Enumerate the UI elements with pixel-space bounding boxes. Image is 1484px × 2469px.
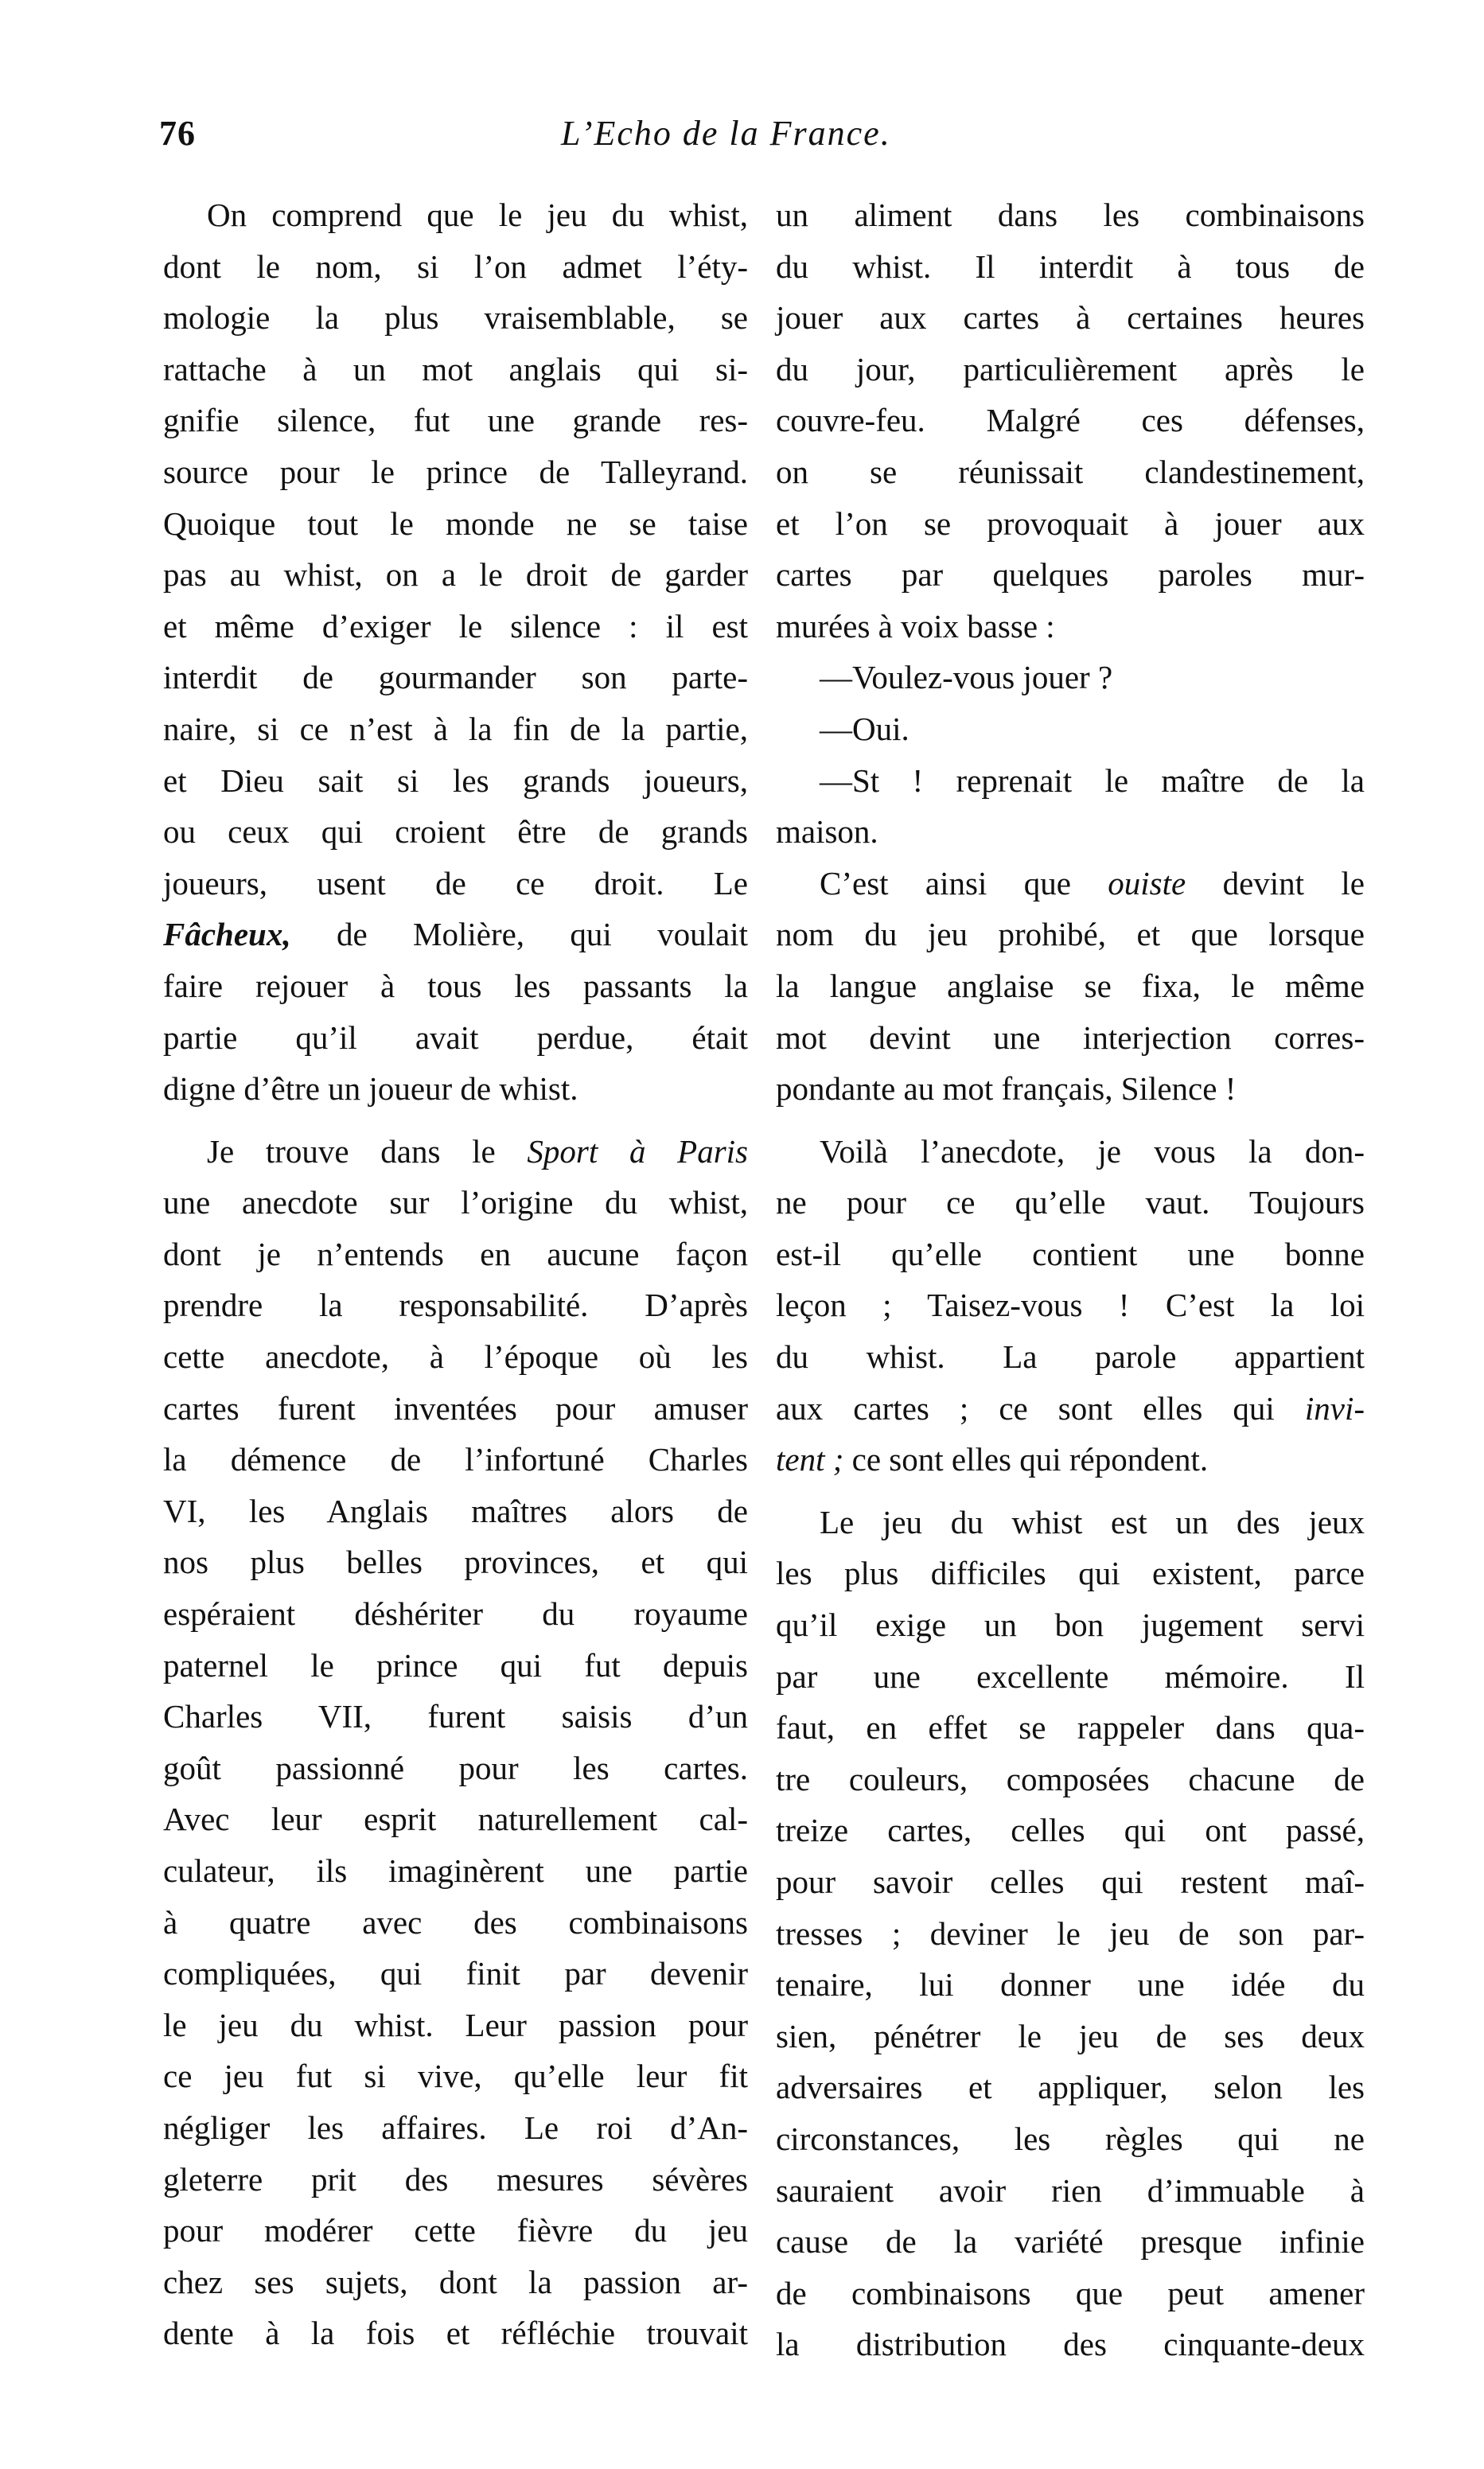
text-line: ou ceux qui croient être de grands bbox=[163, 813, 748, 851]
italic-text: tent ; bbox=[776, 1441, 844, 1478]
text-line: de combinaisons que peut amener bbox=[776, 2274, 1365, 2311]
text-line: sien, pénétrer le jeu de ses deux bbox=[776, 2017, 1365, 2054]
text-line: jouer aux cartes à certaines heures bbox=[776, 299, 1365, 337]
text-line: Le jeu du whist est un des jeux bbox=[820, 1503, 1365, 1540]
text-line: du whist. Il interdit à tous de bbox=[776, 247, 1365, 285]
text-line: gnifie silence, fut une grande res- bbox=[163, 402, 748, 439]
text-line: une anecdote sur l’origine du whist, bbox=[163, 1184, 748, 1221]
text-line: mot devint une interjection corres- bbox=[776, 1018, 1365, 1056]
text-line: la langue anglaise se fixa, le même bbox=[776, 967, 1365, 1004]
text-line: cette anecdote, à l’époque où les bbox=[163, 1338, 748, 1376]
text-line: leçon ; Taisez-vous ! C’est la loi bbox=[776, 1287, 1365, 1324]
text-run: de Molière, qui voulait bbox=[290, 916, 748, 953]
text-line: tenaire, lui donner une idée du bbox=[776, 1966, 1365, 2004]
text-line: digne d’être un joueur de whist. bbox=[163, 1070, 578, 1108]
text-line: —St ! reprenait le maître de la bbox=[820, 761, 1365, 799]
text-line: faut, en effet se rappeler dans qua- bbox=[776, 1709, 1365, 1747]
text-line: partie qu’il avait perdue, était bbox=[163, 1018, 748, 1056]
right-text-column bbox=[776, 189, 1365, 2370]
italic-text: Sport à Paris bbox=[527, 1132, 749, 1170]
page-number: 76 bbox=[159, 114, 196, 153]
text-line: dont je n’entends en aucune façon bbox=[163, 1235, 748, 1272]
text-line: compliquées, qui finit par devenir bbox=[163, 1955, 748, 1992]
text-line: à quatre avec des combinaisons bbox=[163, 1903, 748, 1941]
text-line: tresses ; deviner le jeu de son par- bbox=[776, 1914, 1365, 1952]
text-line: pour modérer cette fièvre du jeu bbox=[163, 2212, 748, 2249]
text-line: espéraient déshériter du royaume bbox=[163, 1595, 748, 1633]
text-line: ne pour ce qu’elle vaut. Toujours bbox=[776, 1184, 1365, 1221]
text-line: adversaires et appliquer, selon les bbox=[776, 2069, 1365, 2106]
text-line: cause de la variété presque infinie bbox=[776, 2223, 1365, 2261]
text-line: est-il qu’elle contient une bonne bbox=[776, 1235, 1365, 1272]
text-line: et l’on se provoquait à jouer aux bbox=[776, 504, 1365, 542]
text-line: circonstances, les règles qui ne bbox=[776, 2120, 1365, 2157]
text-run: ce sont elles qui répondent. bbox=[843, 1441, 1209, 1478]
text-line: VI, les Anglais maîtres alors de bbox=[163, 1492, 748, 1529]
text-line: prendre la responsabilité. D’après bbox=[163, 1287, 748, 1324]
text-line: naire, si ce n’est à la fin de la partie, bbox=[163, 710, 748, 747]
text-line: un aliment dans les combinaisons bbox=[776, 197, 1365, 233]
italic-text: Fâcheux, bbox=[163, 916, 291, 953]
text-line: source pour le prince de Talleyrand. bbox=[163, 453, 748, 490]
text-line: le jeu du whist. Leur passion pour bbox=[163, 2006, 748, 2043]
text-line: du jour, particulièrement après le bbox=[776, 350, 1365, 387]
text-line: Charles VII, furent saisis d’un bbox=[163, 1698, 748, 1735]
text-line: faire rejouer à tous les passants la bbox=[163, 967, 748, 1004]
text-line: Avec leur esprit naturellement cal- bbox=[163, 1801, 748, 1838]
text-line: murées à voix basse : bbox=[776, 607, 1055, 645]
left-text-column bbox=[163, 189, 748, 2359]
text-line: rattache à un mot anglais qui si- bbox=[163, 350, 748, 387]
text-line: cartes furent inventées pour amuser bbox=[163, 1389, 748, 1427]
text-line: couvre-feu. Malgré ces défenses, bbox=[776, 402, 1365, 439]
text-line: dente à la fois et réfléchie trouvait bbox=[163, 2315, 748, 2352]
text-line: goût passionné pour les cartes. bbox=[163, 1749, 748, 1786]
text-line: la distribution des cinquante-deux bbox=[776, 2326, 1365, 2363]
text-line: qu’il exige un bon jugement servi bbox=[776, 1606, 1365, 1644]
text-run: C’est ainsi que bbox=[820, 864, 1108, 902]
text-line: joueurs, usent de ce droit. Le bbox=[163, 864, 748, 902]
text-line: interdit de gourmander son parte- bbox=[163, 659, 748, 696]
text-line: paternel le prince qui fut depuis bbox=[163, 1646, 748, 1684]
text-line: sauraient avoir rien d’immuable à bbox=[776, 2171, 1365, 2209]
text-run: aux cartes ; ce sont elles qui bbox=[776, 1389, 1305, 1427]
text-line: pondante au mot français, Silence ! bbox=[776, 1070, 1237, 1108]
text-line: treize cartes, celles qui ont passé, bbox=[776, 1812, 1365, 1849]
text-line: Voilà l’anecdote, je vous la don- bbox=[820, 1132, 1365, 1170]
text-line: maison. bbox=[776, 813, 878, 851]
text-line: du whist. La parole appartient bbox=[776, 1338, 1365, 1376]
italic-text: ouiste bbox=[1108, 864, 1186, 902]
text-line: et même d’exiger le silence : il est bbox=[163, 607, 748, 645]
text-line: culateur, ils imaginèrent une partie bbox=[163, 1852, 748, 1889]
text-line bbox=[776, 1434, 1365, 1486]
text-line: —Oui. bbox=[820, 710, 909, 747]
text-line: ce jeu fut si vive, qu’elle leur fit bbox=[163, 2058, 748, 2095]
text-line bbox=[776, 1383, 1365, 1435]
text-line: nom du jeu prohibé, et que lorsque bbox=[776, 916, 1365, 953]
text-line: dont le nom, si l’on admet l’éty- bbox=[163, 247, 748, 285]
text-line: par une excellente mémoire. Il bbox=[776, 1657, 1365, 1695]
text-line: Quoique tout le monde ne se taise bbox=[163, 504, 748, 542]
text-run: Je trouve dans le bbox=[207, 1132, 528, 1170]
text-run: devint le bbox=[1186, 864, 1365, 902]
running-title: L’Echo de la France. bbox=[561, 114, 891, 153]
text-line: négliger les affaires. Le roi d’An- bbox=[163, 2109, 748, 2146]
text-line bbox=[163, 909, 748, 960]
text-line: cartes par quelques paroles mur- bbox=[776, 556, 1365, 594]
text-line: mologie la plus vraisemblable, se bbox=[163, 299, 748, 337]
text-line: et Dieu sait si les grands joueurs, bbox=[163, 761, 748, 799]
text-line: On comprend que le jeu du whist, bbox=[207, 197, 748, 233]
text-line: pas au whist, on a le droit de garder bbox=[163, 556, 748, 594]
italic-text: invi- bbox=[1304, 1389, 1365, 1427]
text-line: chez ses sujets, dont la passion ar- bbox=[163, 2263, 748, 2300]
page-header bbox=[159, 113, 1369, 161]
text-line: nos plus belles provinces, et qui bbox=[163, 1544, 748, 1581]
text-line: la démence de l’infortuné Charles bbox=[163, 1441, 748, 1478]
text-line bbox=[163, 1126, 748, 1178]
text-line: gleterre prit des mesures sévères bbox=[163, 2160, 748, 2198]
text-line: on se réunissait clandestinement, bbox=[776, 453, 1365, 490]
text-line: pour savoir celles qui restent maî- bbox=[776, 1863, 1365, 1900]
text-line: les plus difficiles qui existent, parce bbox=[776, 1555, 1365, 1592]
text-line bbox=[776, 858, 1365, 909]
text-line: tre couleurs, composées chacune de bbox=[776, 1760, 1365, 1797]
text-line: —Voulez-vous jouer ? bbox=[820, 659, 1113, 696]
